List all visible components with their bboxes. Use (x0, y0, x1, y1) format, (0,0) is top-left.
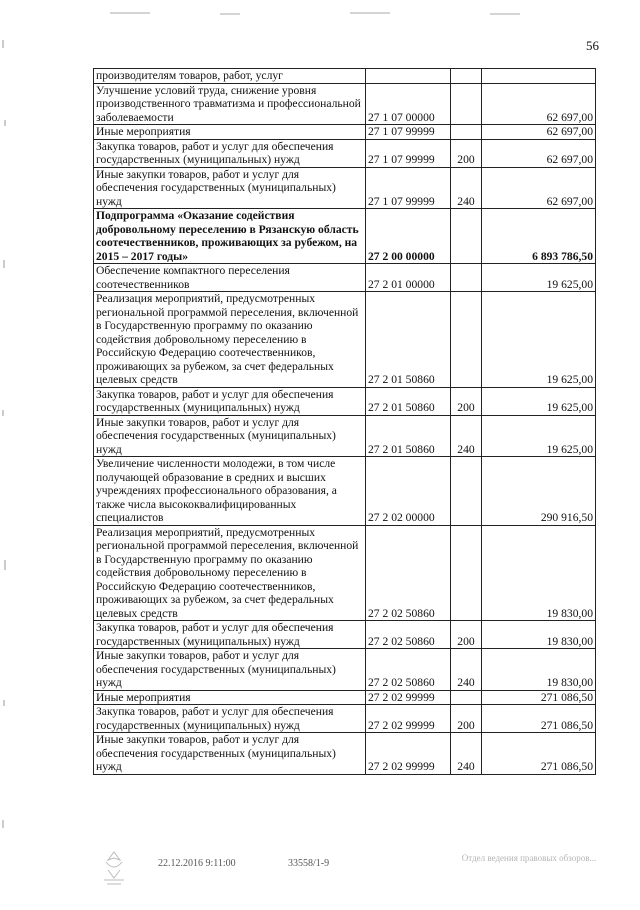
table-row (94, 705, 596, 733)
row-name-cell: Иные закупки товаров, работ и услуг для обеспечения государственных (муниципальных) нужд (94, 415, 366, 457)
row-name-cell: Иные закупки товаров, работ и услуг для обеспечения государственных (муниципальных) нужд (94, 167, 366, 209)
row-amount-cell: 271 086,50 (482, 733, 596, 775)
row-code-cell (366, 69, 451, 84)
table-row (94, 292, 596, 388)
row-amount-cell: 19 625,00 (482, 415, 596, 457)
row-name-cell: Обеспечение компактного переселения соотечественников (94, 264, 366, 292)
seal-icon (98, 848, 130, 888)
row-vr-cell (451, 525, 482, 621)
row-amount-cell: 271 086,50 (482, 705, 596, 733)
row-amount-cell: 19 830,00 (482, 649, 596, 691)
row-code-cell: 27 2 00 00000 (366, 209, 451, 264)
row-amount-cell: 62 697,00 (482, 83, 596, 125)
row-vr-cell (451, 264, 482, 292)
row-code-cell: 27 2 01 50860 (366, 387, 451, 415)
scan-edge-marks (0, 0, 14, 905)
row-vr-cell: 200 (451, 621, 482, 649)
row-amount-cell: 290 916,50 (482, 457, 596, 526)
row-name-cell: Иные мероприятия (94, 125, 366, 140)
table-row (94, 69, 596, 84)
footer-date: 22.12.2016 9:11:00 (158, 858, 236, 869)
table-row (94, 621, 596, 649)
row-name-cell: производителям товаров, работ, услуг (94, 69, 366, 84)
row-name-cell: Закупка товаров, работ и услуг для обеспечения государственных (муниципальных) нужд (94, 139, 366, 167)
row-code-cell: 27 2 01 00000 (366, 264, 451, 292)
row-name-cell: Закупка товаров, работ и услуг для обеспечения государственных (муниципальных) нужд (94, 387, 366, 415)
row-name-cell: Реализация мероприятий, предусмотренных региональной программой переселения, включенной в Государственную программу по оказанию содействия добровольному переселению в Российскую Федерацию соотечественников, проживающих за рубежом, за счет федеральных целевых средств (94, 292, 366, 388)
row-vr-cell (451, 125, 482, 140)
row-code-cell: 27 1 07 99999 (366, 139, 451, 167)
row-code-cell: 27 2 01 50860 (366, 292, 451, 388)
row-amount-cell: 62 697,00 (482, 167, 596, 209)
table-row (94, 733, 596, 775)
row-code-cell: 27 2 02 99999 (366, 690, 451, 705)
row-name-cell: Иные закупки товаров, работ и услуг для обеспечения государственных (муниципальных) нужд (94, 733, 366, 775)
row-amount-cell: 19 625,00 (482, 387, 596, 415)
table-row (94, 525, 596, 621)
table-row (94, 264, 596, 292)
row-name-cell: Улучшение условий труда, снижение уровня производственного травматизма и профессиональной заболеваемости (94, 83, 366, 125)
row-vr-cell (451, 457, 482, 526)
row-vr-cell (451, 209, 482, 264)
row-code-cell: 27 2 02 99999 (366, 705, 451, 733)
table-row (94, 415, 596, 457)
row-vr-cell: 200 (451, 387, 482, 415)
row-name-cell: Закупка товаров, работ и услуг для обеспечения государственных (муниципальных) нужд (94, 705, 366, 733)
row-name-cell: Иные мероприятия (94, 690, 366, 705)
row-vr-cell: 240 (451, 733, 482, 775)
row-name-cell: Закупка товаров, работ и услуг для обеспечения государственных (муниципальных) нужд (94, 621, 366, 649)
row-vr-cell (451, 69, 482, 84)
watermark-text: Отдел ведения правовых обзоров... (461, 853, 597, 863)
row-code-cell: 27 2 02 00000 (366, 457, 451, 526)
row-code-cell: 27 2 02 50860 (366, 621, 451, 649)
row-name-cell: Иные закупки товаров, работ и услуг для обеспечения государственных (муниципальных) нужд (94, 649, 366, 691)
budget-table (93, 68, 596, 775)
table-row (94, 690, 596, 705)
row-vr-cell (451, 292, 482, 388)
table-row (94, 457, 596, 526)
table-row (94, 649, 596, 691)
row-vr-cell: 240 (451, 649, 482, 691)
scan-top-marks (90, 4, 620, 10)
table-row (94, 387, 596, 415)
row-code-cell: 27 2 02 99999 (366, 733, 451, 775)
table-row (94, 167, 596, 209)
row-amount-cell: 62 697,00 (482, 139, 596, 167)
row-code-cell: 27 2 02 50860 (366, 649, 451, 691)
row-amount-cell: 62 697,00 (482, 125, 596, 140)
row-amount-cell: 19 830,00 (482, 621, 596, 649)
page-number: 56 (586, 38, 599, 53)
row-amount-cell: 6 893 786,50 (482, 209, 596, 264)
table-row (94, 125, 596, 140)
row-code-cell: 27 1 07 99999 (366, 125, 451, 140)
footer-doc-number: 33558/1-9 (288, 858, 330, 869)
row-code-cell: 27 2 02 50860 (366, 525, 451, 621)
row-name-cell: Подпрограмма «Оказание содействия добровольному переселению в Рязанскую область соотечественников, проживающих за рубежом, на 2015 – 2017 годы» (94, 209, 366, 264)
row-code-cell: 27 1 07 00000 (366, 83, 451, 125)
row-name-cell: Реализация мероприятий, предусмотренных региональной программой переселения, включенной в Государственную программу по оказанию содействия добровольному переселению в Российскую Федерацию соотечественников, проживающих за рубежом, за счет федеральных целевых средств (94, 525, 366, 621)
row-amount-cell (482, 69, 596, 84)
row-name-cell: Увеличение численности молодежи, в том числе получающей образование в средних и высших учреждениях профессионального образования, а также числа высококвалифицированных специалистов (94, 457, 366, 526)
row-amount-cell: 19 830,00 (482, 525, 596, 621)
row-vr-cell (451, 690, 482, 705)
table-row (94, 209, 596, 264)
row-amount-cell: 271 086,50 (482, 690, 596, 705)
row-code-cell: 27 2 01 50860 (366, 415, 451, 457)
row-vr-cell: 200 (451, 139, 482, 167)
table-row (94, 139, 596, 167)
row-code-cell: 27 1 07 99999 (366, 167, 451, 209)
table-row (94, 83, 596, 125)
row-vr-cell: 240 (451, 167, 482, 209)
row-amount-cell: 19 625,00 (482, 264, 596, 292)
row-vr-cell: 200 (451, 705, 482, 733)
row-amount-cell: 19 625,00 (482, 292, 596, 388)
row-vr-cell: 240 (451, 415, 482, 457)
row-vr-cell (451, 83, 482, 125)
